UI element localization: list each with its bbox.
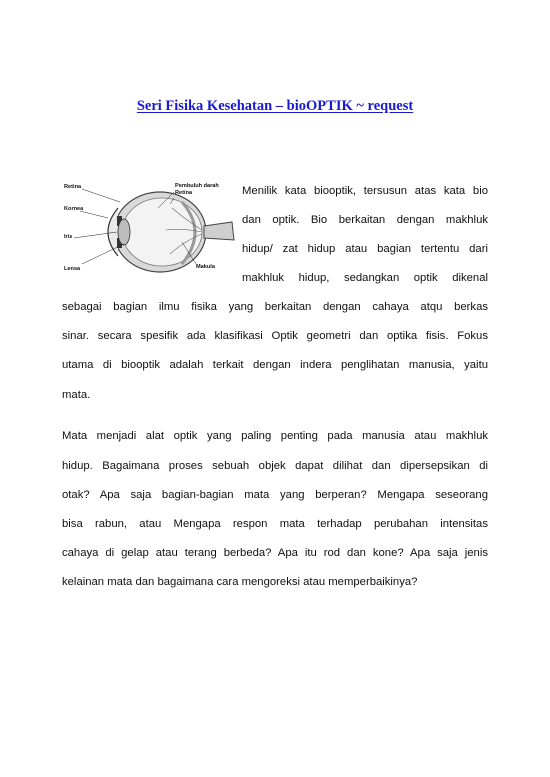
optic-nerve [204,222,234,240]
vitreous [122,198,202,266]
paragraph-2-line: hidup. Bagaimana proses sebuah objek dapat dilihat dan dipersepsikan di [62,460,488,472]
paragraph-2-line: Mata menjadi alat optik yang paling penting pada manusia atau makhluk [62,430,488,442]
paragraph-1-line: sebagai bagian ilmu fisika yang berkaitan dengan cahaya atqu berkas [62,301,488,313]
paragraph-1-line: makhluk hidup, sedangkan optik dikenal [242,272,488,284]
paragraph-2-line: bisa rabun, atau Mengapa respon mata terhadap perubahan intensitas [62,518,488,530]
label-kornea: Kornea [64,206,84,212]
document-title[interactable]: Seri Fisika Kesehatan – bioOPTIK ~ request [136,98,414,114]
label-retina-left: Retina [64,184,82,190]
paragraph-1-line: Menilik kata biooptik, tersusun atas kata bio [242,185,488,197]
label-lensa: Lensa [64,266,81,272]
paragraph-1-line: sinar. secara spesifik ada klasifikasi Optik geometri dan optika fisis. Fokus [62,330,488,342]
label-makula: Makula [196,264,215,270]
label-retina-right: Retina [175,190,193,196]
eye-anatomy-figure [62,178,240,278]
paragraph-2-line: kelainan mata dan bagaimana cara mengoreksi atau memperbaikinya? [62,576,418,588]
paragraph-2-line: cahaya di gelap atau terang berbeda? Apa itu rod dan kone? Apa saja jenis [62,547,488,559]
label-iris: Iris [64,234,73,240]
paragraph-1-line: dan optik. Bio berkaitan dengan makhluk [242,214,488,226]
label-pembuluh-darah: Pembuluh darah [175,183,219,189]
paragraph-1-line: mata. [62,389,91,401]
paragraph-1-line: utama di biooptik adalah terkait dengan indera penglihatan manusia, yaitu [62,359,488,371]
paragraph-1-line: hidup/ zat hidup atau bagian tertentu dari [242,243,488,255]
lens [118,219,130,245]
paragraph-2-line: otak? Apa saja bagian-bagian mata yang berperan? Mengapa seseorang [62,489,488,501]
eye-diagram [62,178,240,278]
